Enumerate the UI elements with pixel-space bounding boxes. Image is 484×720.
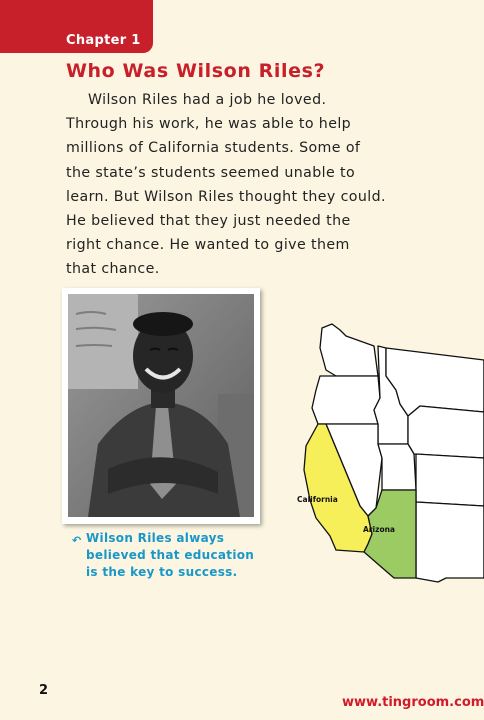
- body-line: Through his work, he was able to help: [66, 116, 352, 133]
- map-state-montana: [386, 348, 484, 416]
- photo-frame: [62, 288, 260, 524]
- map-state-utah: [378, 444, 416, 490]
- map-state-oregon: [312, 376, 380, 424]
- map-state-new-mexico: [416, 502, 484, 582]
- caption-line: is the key to success.: [86, 565, 238, 579]
- chapter-label: Chapter 1: [66, 33, 141, 48]
- map-state-washington: [320, 324, 378, 376]
- photo-caption: [72, 530, 262, 581]
- body-line: millions of California students. Some of: [66, 140, 361, 157]
- body-line: Wilson Riles had a job he loved.: [88, 92, 327, 108]
- body-line: learn. But Wilson Riles thought they could.: [66, 188, 386, 205]
- body-paragraph: [66, 88, 396, 282]
- body-line: that chance.: [66, 261, 160, 278]
- wilson-riles-photo: [68, 294, 254, 517]
- caption-line: Wilson Riles always: [86, 531, 225, 545]
- map-label-arizona: Arizona: [363, 525, 395, 534]
- page-title: Who Was Wilson Riles?: [66, 60, 326, 82]
- map-state-colorado: [416, 454, 484, 506]
- page-number: 2: [39, 683, 49, 698]
- caption-line: believed that education: [86, 548, 255, 562]
- body-line: the state’s students seemed unable to: [66, 164, 356, 181]
- map-state-wyoming: [408, 406, 484, 458]
- watermark-link[interactable]: www.tingroom.com: [342, 695, 484, 710]
- body-line: He believed that they just needed the: [66, 213, 351, 230]
- western-us-map: [270, 320, 484, 610]
- arrow-icon: ↶: [72, 534, 82, 547]
- body-line: right chance. He wanted to give them: [66, 237, 350, 254]
- map-label-california: California: [297, 495, 338, 504]
